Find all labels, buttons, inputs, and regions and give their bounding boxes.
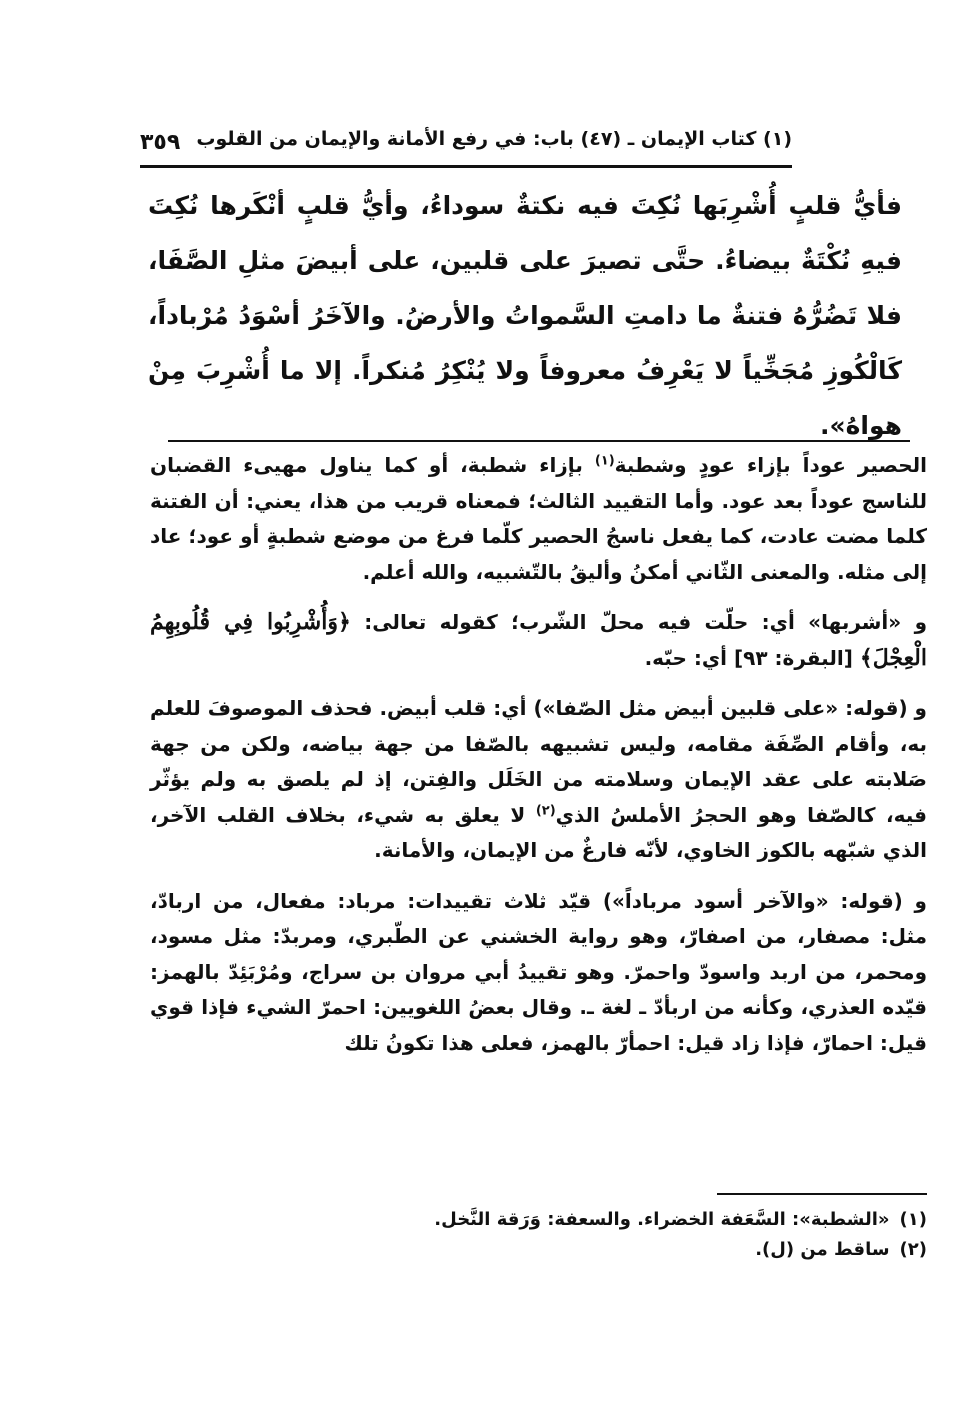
commentary-separator	[168, 440, 910, 442]
hadith-text-block	[148, 178, 902, 453]
footnote-1-text: «الشطبة»: السَّعَفة الخضراء. والسعفة: وَرَقة النَّخل.	[434, 1209, 890, 1230]
chapter-title: (١) كتاب الإيمان ـ (٤٧) باب: في رفع الأمانة والإيمان من القلوب	[196, 128, 792, 150]
commentary-paragraph-2	[150, 605, 927, 676]
commentary-paragraph-1-text-b: بإزاء شطبة، أو كما يناول مهيىء القضبان للناسج عوداً بعد عود. وأما التقييد الثالث؛ فمعناه قريب من هذا، يعني: أن الفتنة كلما مضت عادت، كما يفعل ناسجُ الحصير كلّما فرغ من موضع شطبةٍ أو عود؛ عاد إلى مثله. والمعنى الثّاني أمكنُ وأليقُ بالتّشبيه، والله أعلم.	[150, 453, 927, 584]
footnote-rule	[717, 1193, 927, 1195]
footnote-ref-1: (١)	[594, 453, 615, 469]
commentary-paragraph-1	[150, 448, 927, 590]
commentary-paragraph-3-text-a: و (قوله: «على قلبين أبيض مثل الصّفا») أي: قلب أبيض. فحذف الموصوفَ للعلم به، وأقام الصِّفَة مقامه، وليس تشبيهه بالصّفا من جهة بياضه، ولكن من جهة صَلابته على عقد الإيمان وسلامته من الخَلَل والفِتن، إذ لم يلصق به ولم يؤثّر فيه، كالصّفا وهو الحجرُ الأملسُ الذي	[150, 696, 927, 827]
header-rule	[140, 165, 792, 168]
footnotes	[150, 1205, 927, 1265]
footnote-2-text: ساقط من (ل).	[755, 1239, 890, 1260]
commentary-paragraph-2-text-a: و «أشربها» أي: حلّت فيه محلّ الشّرب؛ كقوله تعالى:	[350, 610, 928, 634]
hadith-text: فأيُّ قلبٍ أُشْرِبَها نُكِتَ فيه نكتةٌ سوداءُ، وأيُّ قلبٍ أنْكَرها نُكِتَ فيهِ نُكْتَةٌ بيضاءُ. حتَّى تصيرَ على قلبين، على أبيضَ مثلِ الصَّفَا، فلا تَضُرُّهُ فتنةٌ ما دامتِ السَّمواتُ والأرضُ. والآخَرُ أسْوَدُ مُرْباداً، كَالْكُوزِ مُجَخِّياً لا يَعْرِفُ معروفاً ولا يُنْكِرُ مُنكراً. إلا ما أُشْرِبَ مِنْ هواهُ».	[148, 191, 902, 440]
commentary-block	[150, 448, 927, 1076]
commentary-paragraph-4: و (قوله: «والآخر أسود مرباداً») قيّد ثلاث تقييدات: مرباد: مفعال، من اربادّ، مثل: مصفار، من اصفارّ، وهو رواية الخشني عن الطّبري، ومربدّ: مثل مسود، ومحمر، من اربد واسودّ واحمرّ. وهو تقييدُ أبي مروان بن سراج، ومُرْبَئِدّ بالهمز: قيّده العذري، وكأنه من اربأدّ ـ لغة ـ. وقال بعضُ اللغويين: احمرّ الشيء فإذا قوي قيل: احمارّ، فإذا زاد قيل: احمأرّ بالهمز، فعلى هذا تكونُ تلك	[150, 888, 927, 1055]
footnote-1	[150, 1205, 927, 1235]
commentary-paragraph-3-text-b: لا يعلق به شيء، بخلاف القلب الآخر، الذي شبّهه بالكوز الخاوي، لأنّه فارغٌ من الإيمان، والأمانة.	[150, 802, 927, 862]
footnote-2-number: (٢)	[899, 1239, 927, 1260]
page-number: ٣٥٩	[140, 130, 181, 155]
footnote-1-number: (١)	[899, 1209, 927, 1230]
footnote-2	[150, 1235, 927, 1265]
commentary-paragraph-1-text-a: الحصير عوداً بإزاء عودٍ وشطبة	[614, 453, 928, 477]
running-header	[140, 128, 792, 162]
quran-verse: ﴿وَأُشْرِبُوا فِي قُلُوبِهِمُ الْعِجْلَ﴾	[150, 609, 927, 671]
commentary-paragraph-3	[150, 691, 927, 869]
commentary-paragraph-2-text-b: [البقرة: ٩٣] أي: حبّه.	[644, 645, 860, 670]
footnote-ref-2: (٢)	[535, 802, 556, 818]
